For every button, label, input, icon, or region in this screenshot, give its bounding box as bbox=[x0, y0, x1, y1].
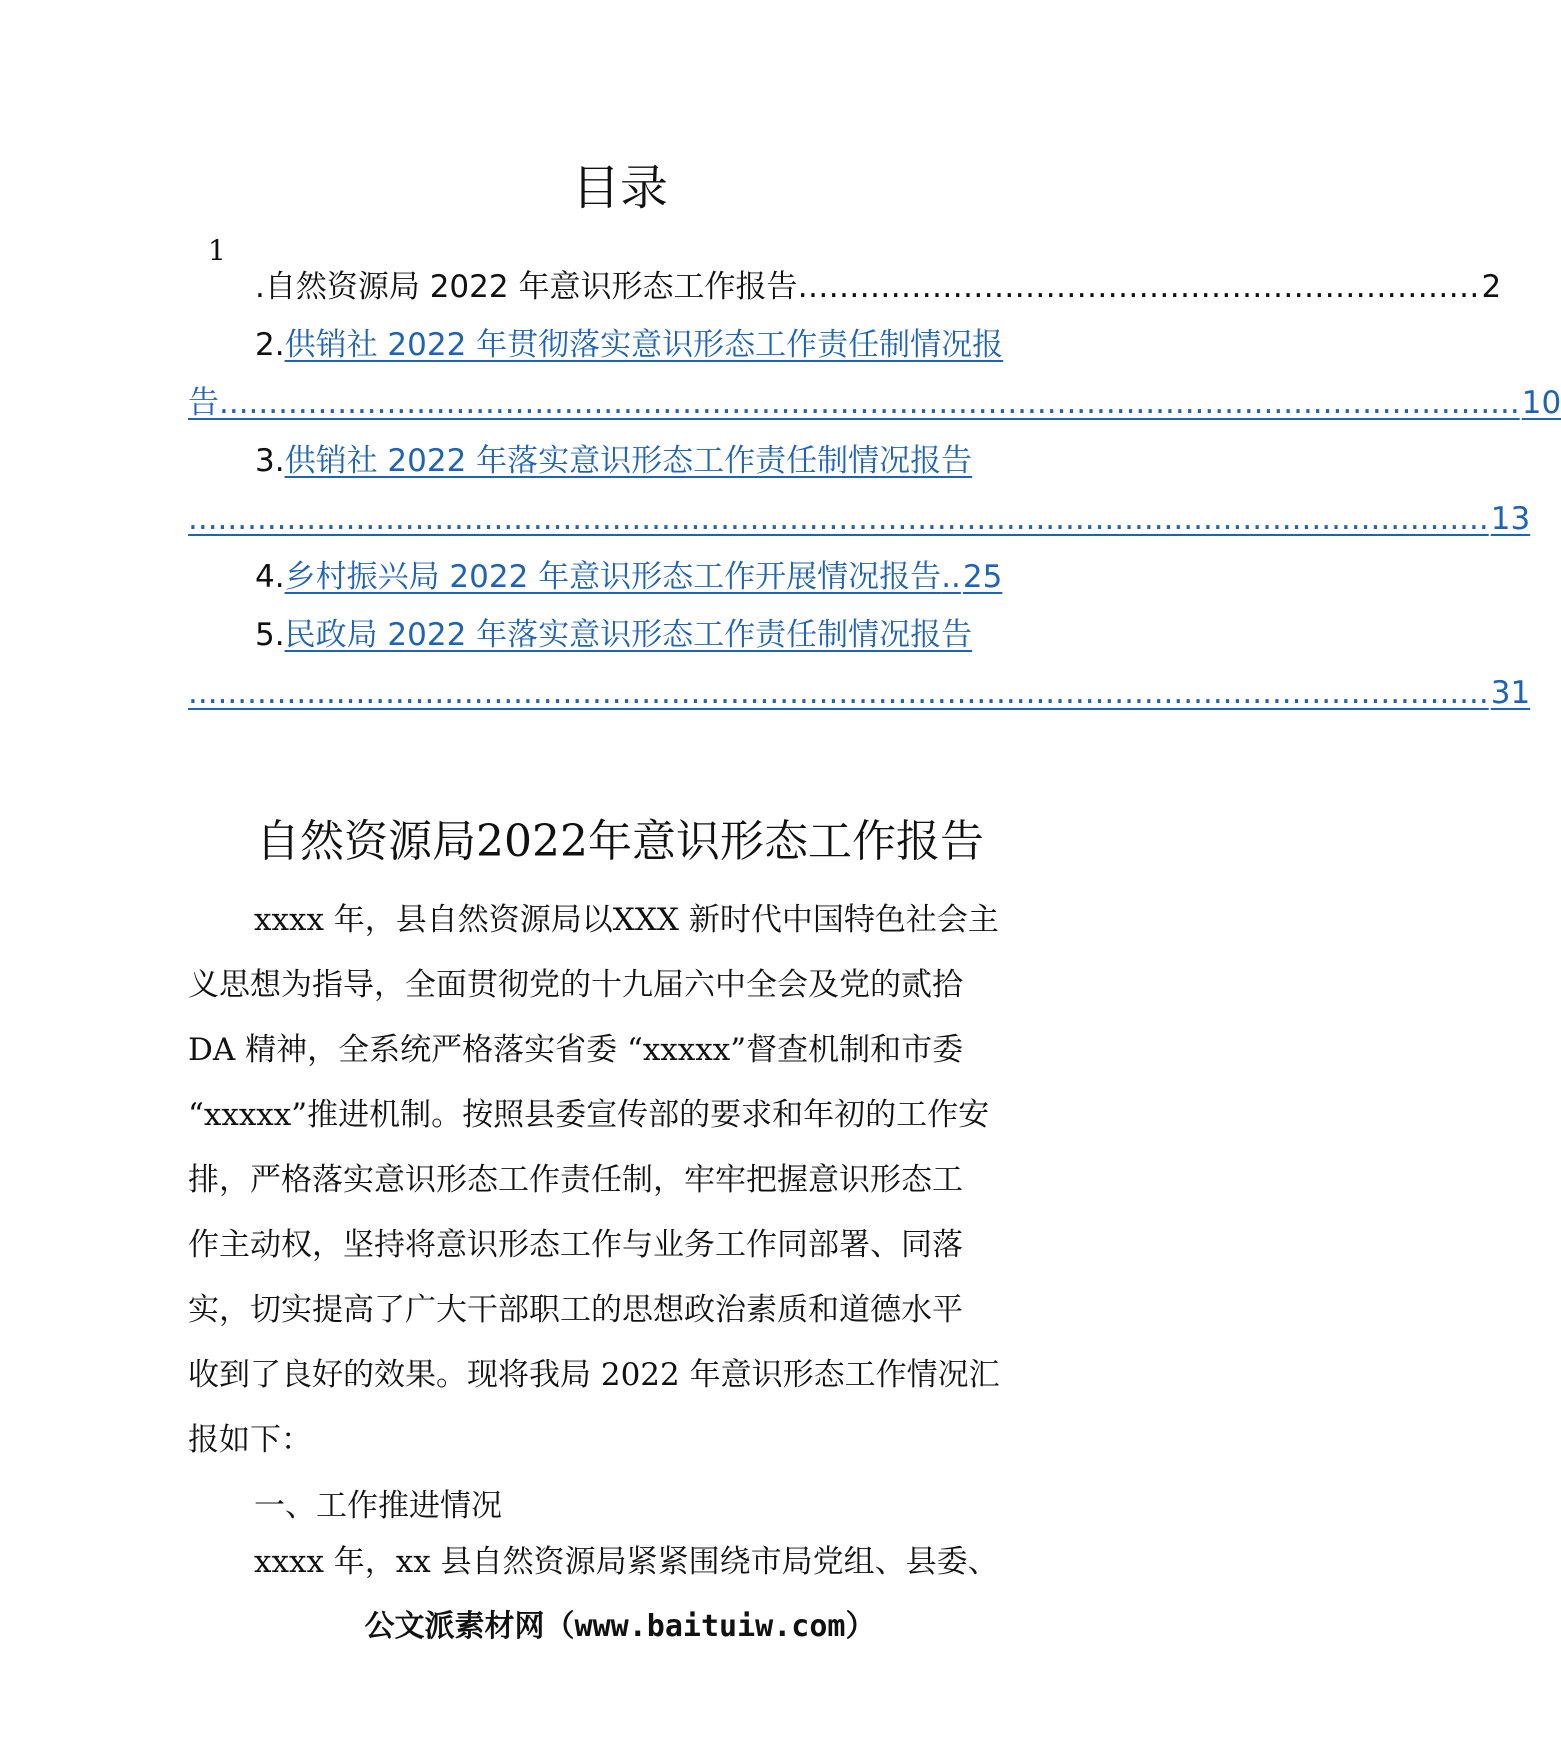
toc-leader-dots: .................................................................................................................................... bbox=[188, 675, 1489, 711]
toc-entry-2-title[interactable]: 供销社 2022 年贯彻落实意识形态工作责任制情况报 bbox=[284, 327, 1004, 363]
toc-title: 目录 bbox=[571, 160, 668, 216]
paragraph-line: DA 精神，全系统严格落实省委 “xxxxx”督查机制和市委 bbox=[188, 1032, 964, 1068]
footer-site-name: 公文派素材网 bbox=[364, 1609, 545, 1644]
toc-leader-dots: .. bbox=[941, 559, 961, 595]
toc-entry-4-prefix: 4. bbox=[255, 559, 285, 595]
toc-entry-5-page[interactable]: 31 bbox=[1490, 675, 1531, 711]
document-title-part1: 自然资源局 bbox=[256, 816, 476, 867]
footer-watermark bbox=[0, 1605, 1240, 1649]
toc-entry-3-line2[interactable] bbox=[188, 494, 1531, 544]
toc-entry-4-page[interactable]: 25 bbox=[962, 559, 1003, 595]
toc-entry-2-line2[interactable] bbox=[188, 378, 1561, 428]
toc-entry-2-prefix: 2. bbox=[255, 327, 285, 363]
toc-entry-1-title: 自然资源局 2022 年意识形态工作报告 bbox=[264, 269, 798, 305]
footer-url: （www.baituiw.com） bbox=[544, 1609, 876, 1644]
paragraph-line: 义思想为指导，全面贯彻党的十九届六中全会及党的贰拾 bbox=[188, 967, 963, 1003]
toc-leader-dots: .................................................................................................................................... bbox=[188, 501, 1489, 537]
paragraph-line: 排，严格落实意识形态工作责任制，牢牢把握意识形态工 bbox=[188, 1162, 963, 1198]
paragraph-line: 作主动权，坚持将意识形态工作与业务工作同部署、同落 bbox=[188, 1227, 963, 1263]
toc-entry-5-line1[interactable] bbox=[255, 610, 1056, 660]
paragraph-2 bbox=[188, 1530, 1056, 1595]
toc-entry-5-title[interactable]: 民政局 2022 年落实意识形态工作责任制情况报告 bbox=[284, 617, 973, 653]
toc-entry-3-title[interactable]: 供销社 2022 年落实意识形态工作责任制情况报告 bbox=[284, 443, 973, 479]
toc-entry-2-page[interactable]: 10 bbox=[1521, 385, 1561, 421]
toc-entry-5-prefix: 5. bbox=[255, 617, 285, 653]
toc-entry-4[interactable] bbox=[255, 552, 1056, 602]
stray-page-number: 1 bbox=[208, 234, 226, 267]
section-heading-1: 一、工作推进情况 bbox=[254, 1488, 502, 1524]
paragraph-1 bbox=[188, 888, 1056, 1473]
toc-leader-dots: ………………………………………………………… bbox=[797, 269, 1480, 305]
document-title bbox=[0, 810, 1240, 874]
toc-entry-1-page: 2 bbox=[1481, 269, 1502, 305]
paragraph-line: xxxx 年，xx 县自然资源局紧紧围绕市局党组、县委、 bbox=[254, 1544, 999, 1580]
toc-entry-1[interactable] bbox=[255, 262, 1502, 312]
toc-entry-3-prefix: 3. bbox=[255, 443, 285, 479]
toc-entry-5-line2[interactable] bbox=[188, 668, 1531, 718]
toc-entry-3-page[interactable]: 13 bbox=[1490, 501, 1531, 537]
toc-entry-2-line1[interactable] bbox=[255, 320, 1056, 370]
paragraph-line: 收到了良好的效果。现将我局 2022 年意识形态工作情况汇 bbox=[188, 1357, 1000, 1393]
toc-entry-1-prefix: . bbox=[255, 269, 265, 305]
paragraph-line: 报如下： bbox=[188, 1422, 312, 1458]
toc-entry-3-line1[interactable] bbox=[255, 436, 1056, 486]
toc-leader-dots: .................................................................................................................................... bbox=[219, 385, 1520, 421]
document-title-part2: 年意识形态工作报告 bbox=[587, 816, 984, 867]
toc-entry-2-title-cont[interactable]: 告 bbox=[188, 385, 219, 421]
paragraph-line: “xxxxx”推进机制。按照县委宣传部的要求和年初的工作安 bbox=[188, 1097, 990, 1133]
toc-entry-4-title[interactable]: 乡村振兴局 2022 年意识形态工作开展情况报告 bbox=[284, 559, 942, 595]
document-title-year: 2022 bbox=[476, 816, 588, 867]
paragraph-line: xxxx 年，县自然资源局以XXX 新时代中国特色社会主 bbox=[254, 902, 999, 938]
paragraph-line: 实，切实提高了广大干部职工的思想政治素质和道德水平 bbox=[188, 1292, 963, 1328]
